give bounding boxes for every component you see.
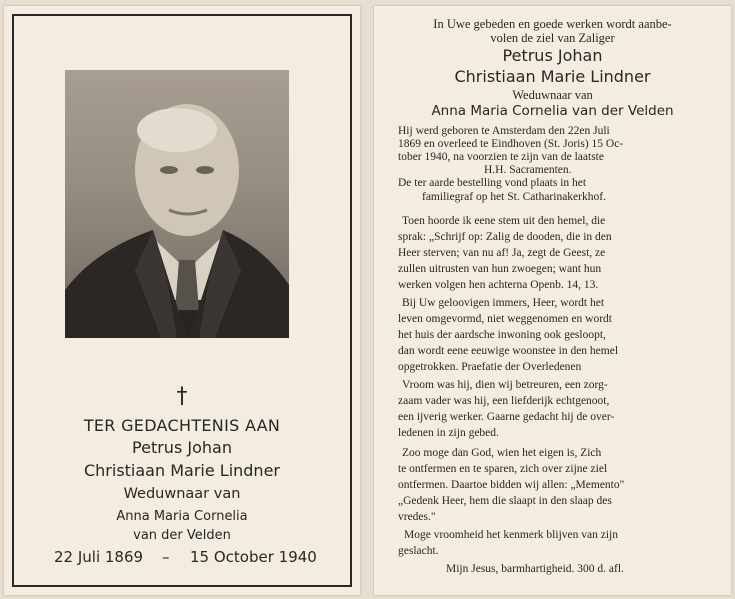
text-line: te ontfermen en te sparen, zich over zijne ziel [398, 463, 608, 475]
text-line: ontfermen. Daartoe bidden wij allen: „Memento" [398, 479, 625, 491]
text-line: H.H. Sacramenten. [484, 164, 572, 176]
memorial-heading: TER GEDACHTENIS AAN [83, 416, 281, 435]
text-line: Hij werd geboren te Amsterdam den 22en Juli [398, 125, 610, 137]
text-line: Vroom was hij, dien wij betreuren, een zorg- [402, 379, 608, 391]
text-line: het huis der aardsche inwoning ook gesloopt, [398, 329, 606, 341]
death-date: 15 October 1940 [190, 548, 317, 566]
text-line: Zoo moge dan God, wien het eigen is, Zich [402, 447, 602, 459]
spouse-name-line2: van der Velden [133, 528, 231, 543]
memorial-card-back [374, 6, 731, 595]
text-line: Mijn Jesus, barmhartigheid. 300 d. afl. [446, 563, 624, 575]
text-line: De ter aarde bestelling vond plaats in het [398, 177, 587, 189]
widower-label: Weduwnaar van [512, 88, 593, 102]
text-line: 1869 en overleed te Eindhoven (St. Joris) 15 Oc- [398, 138, 624, 150]
text-line: werken volgen hen achterna Openb. 14, 13. [398, 279, 599, 291]
text-line: opgetrokken. Praefatie der Overledenen [398, 361, 582, 373]
text-line: familiegraf op het St. Catharinakerkhof. [422, 191, 606, 203]
deceased-full-name: Christiaan Marie Lindner [454, 67, 651, 86]
text-line: „Gedenk Heer, hem die slaapt in den slaap des [398, 495, 612, 507]
text-line: vredes." [398, 511, 436, 523]
memorial-card-front [4, 6, 360, 595]
text-line: dan wordt eene eeuwige woonstee in den hemel [398, 345, 619, 357]
text-line: Toen hoorde ik eene stem uit den hemel, die [402, 215, 606, 227]
text-line: een ijverig werker. Gaarne gedacht hij de over- [398, 411, 615, 423]
deceased-first-names: Petrus Johan [132, 438, 232, 457]
intro-line-2: volen de ziel van Zaliger [490, 31, 615, 45]
text-line: Bij Uw geloovigen immers, Heer, wordt het [402, 297, 605, 309]
spouse-name: Anna Maria Cornelia van der Velden [431, 103, 674, 119]
widower-label: Weduwnaar van [123, 486, 241, 502]
text-line: tober 1940, na voorzien te zijn van de laatste [398, 151, 604, 163]
text-line: zaam vader was hij, een liefderijk echtgenoot, [398, 395, 610, 407]
date-dash: – [162, 548, 170, 566]
portrait-photo [65, 70, 289, 338]
text-line: ledenen in zijn gebed. [398, 427, 499, 439]
deceased-first-names: Petrus Johan [502, 46, 603, 65]
cross-icon: † [176, 384, 188, 409]
intro-line-1: In Uwe gebeden en goede werken wordt aanbe- [433, 17, 672, 31]
text-line: sprak: „Schrijf op: Zalig de dooden, die in den [398, 231, 612, 243]
deceased-full-name: Christiaan Marie Lindner [83, 461, 280, 480]
text-line: geslacht. [398, 545, 439, 557]
text-line: Moge vroomheid het kenmerk blijven van zijn [404, 529, 618, 541]
birth-date: 22 Juli 1869 [54, 548, 144, 566]
text-line: zullen uitrusten van hun zwoegen; want hun [398, 263, 602, 275]
text-line: Heer sterven; van nu af! Ja, zegt de Geest, ze [398, 247, 606, 259]
spouse-name-line1: Anna Maria Cornelia [116, 509, 248, 524]
text-line: leven omgevormd, niet weggenomen en wordt [398, 313, 612, 325]
